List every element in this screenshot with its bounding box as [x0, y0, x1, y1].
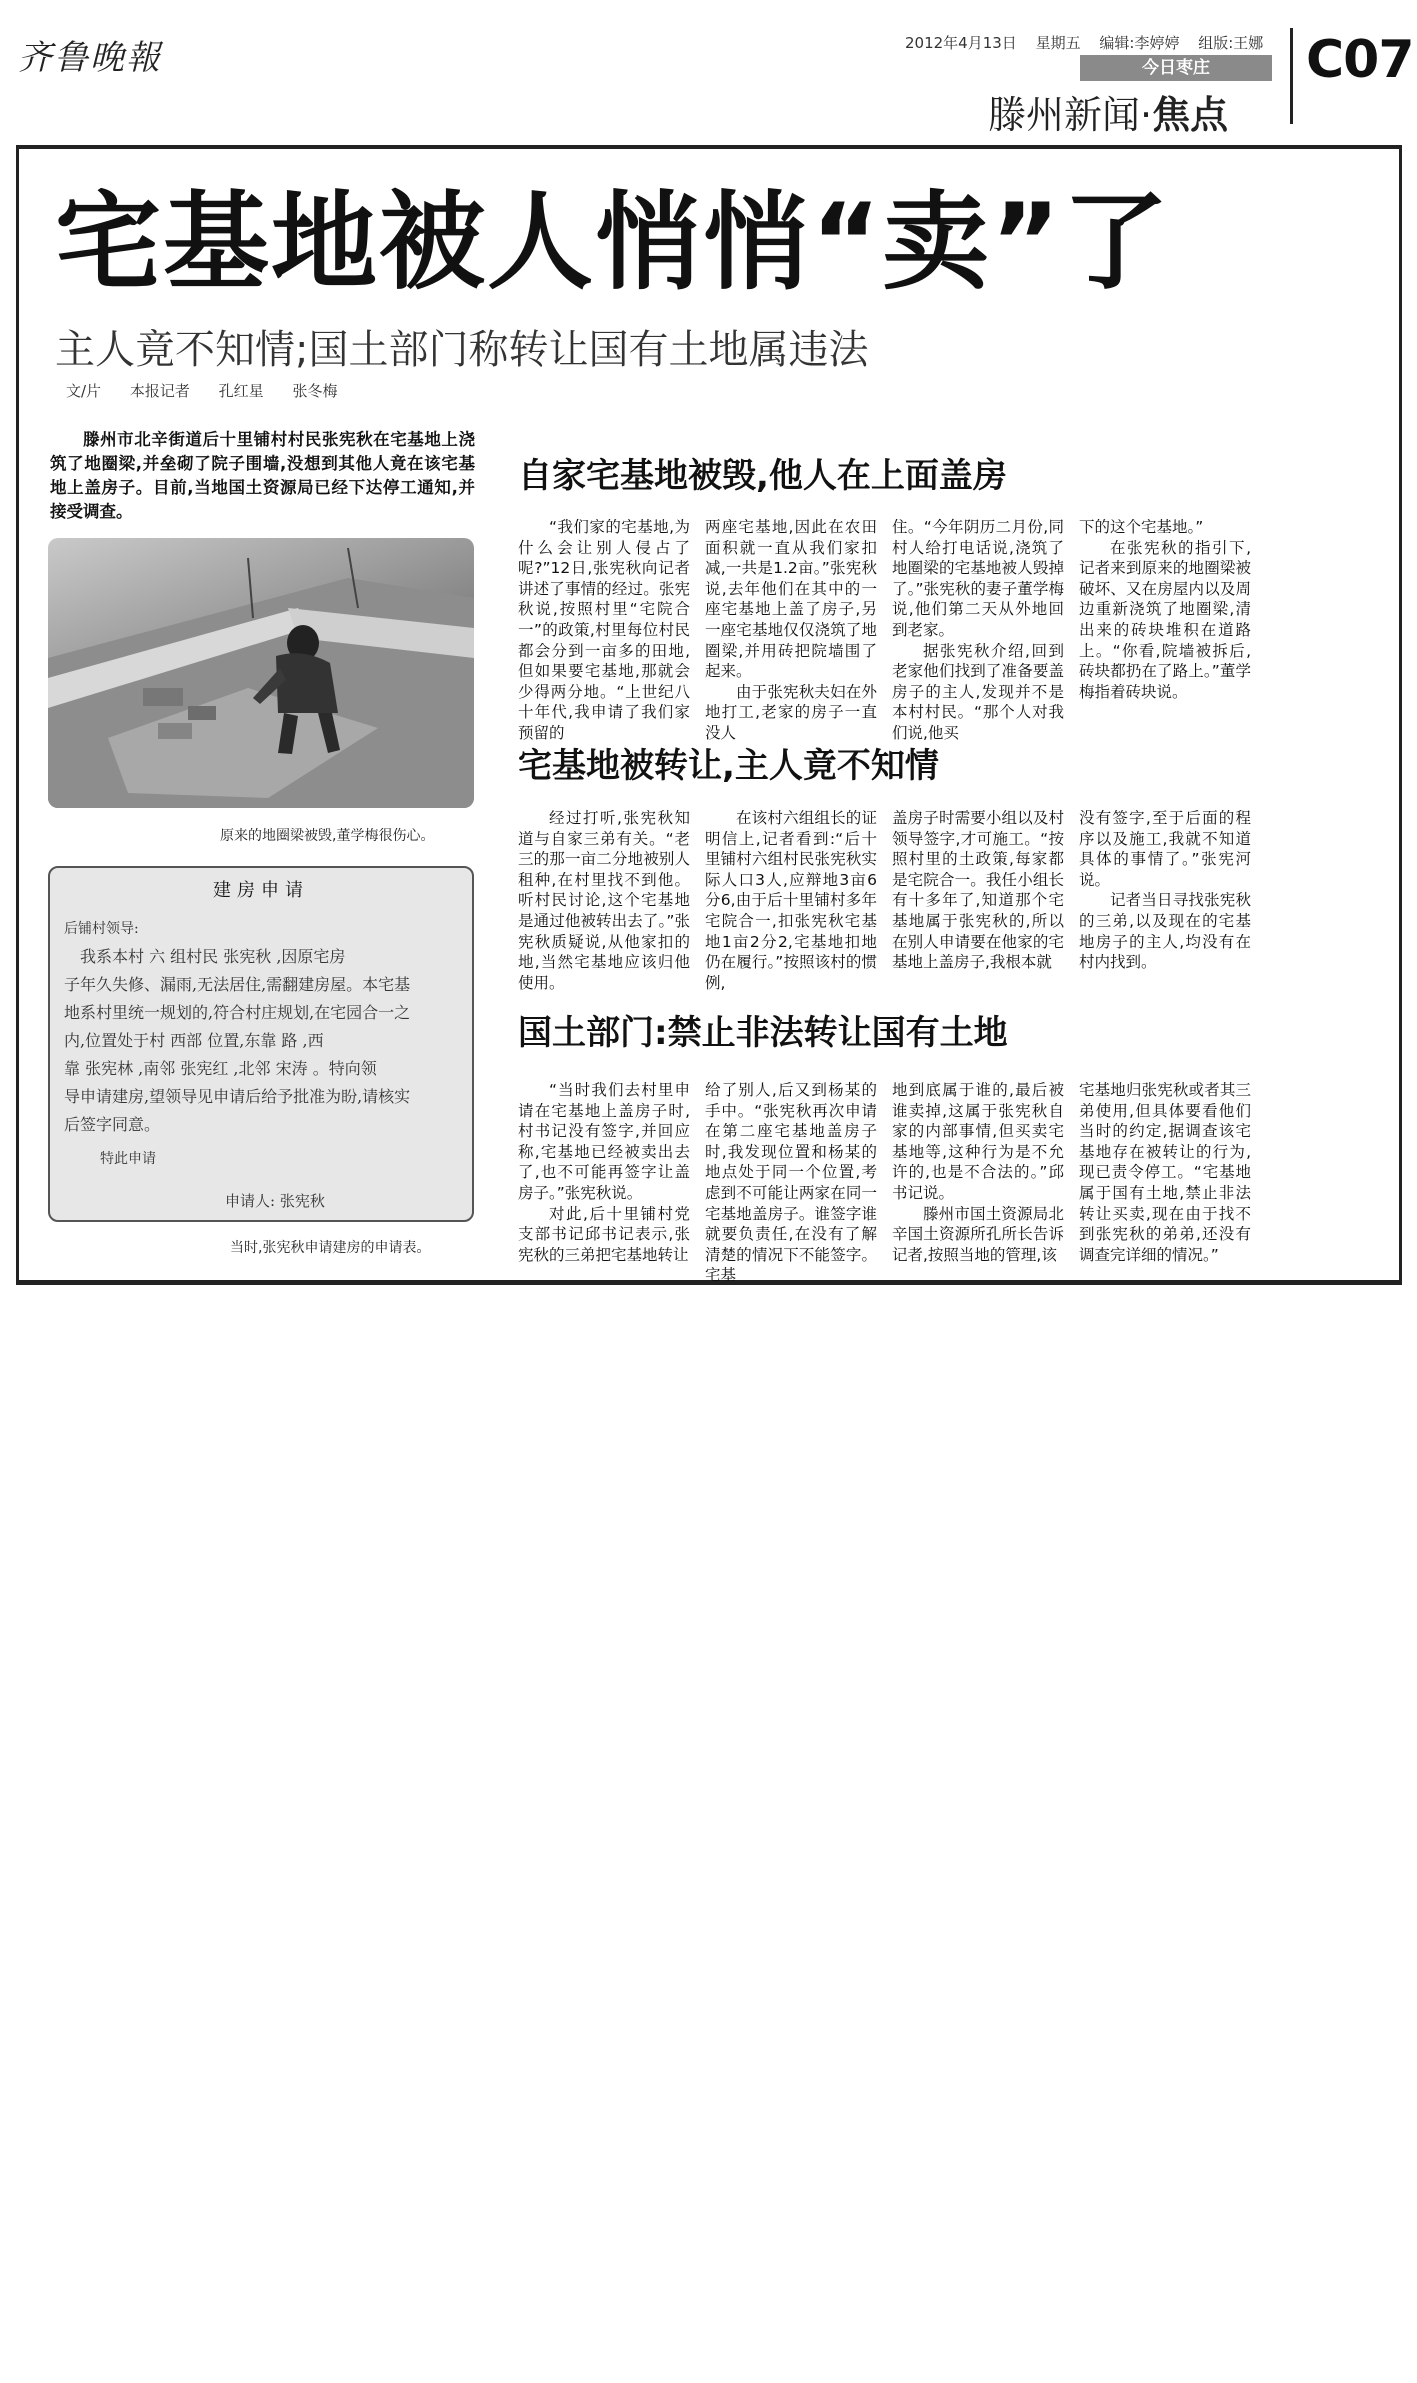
byline-part: 孔红星: [218, 382, 264, 400]
form-signature: 申请人: 张宪秋: [225, 1192, 325, 1210]
section-focus: 焦点: [1152, 93, 1229, 137]
paragraph: 在张宪秋的指引下,记者来到原来的地圈梁被破坏、又在房屋内以及周边重新浇筑了地圈梁,清出来的砖块堆积在道路上。“你看,院墙被拆后,砖块都扔在了路上。”董学梅指着砖块说。: [1079, 538, 1251, 701]
form-line: 特此申请: [100, 1151, 156, 1167]
byline-part: 张冬梅: [292, 382, 338, 400]
byline-part: 本报记者: [129, 382, 190, 400]
paragraph: 下的这个宅基地。”: [1079, 518, 1204, 536]
section-name: 滕州新闻·: [988, 93, 1153, 137]
photo2-caption: 当时,张宪秋申请建房的申请表。: [230, 1240, 431, 1256]
paragraph: 没有签字,至于后面的程序以及施工,我就不知道具体的事情了。”张宪河说。: [1079, 809, 1251, 889]
section2-column-1: [518, 808, 690, 993]
paragraph: 记者当日寻找张宪秋的三弟,以及现在的宅基地房子的主人,均没有在村内找到。: [1079, 891, 1251, 972]
section1-column-2: [705, 517, 877, 744]
paragraph: 盖房子时需要小组以及村领导签字,才可施工。“按照村里的土政策,每家都是宅院合一。我任小组长有十多年了,知道那个宅基地属于张宪秋的,所以在别人申请要在他家的宅基地上盖房子,我根本就: [892, 809, 1064, 972]
construction-site-illustration: [48, 538, 474, 808]
section3-column-2: [705, 1080, 877, 1286]
layout-credit: 组版:王娜: [1198, 34, 1264, 52]
photo1-caption: 原来的地圈梁被毁,董学梅很伤心。: [220, 828, 435, 844]
page-number: C07: [1306, 30, 1414, 90]
paragraph: 两座宅基地,因此在农田面积就一直从我们家扣减,一共是1.2亩。”张宪秋说,去年他们在其中的一座宅基地上盖了房子,另一座宅基地仅仅浇筑了地圈梁,并用砖把院墙围了起来。: [705, 518, 877, 681]
form-line: 靠 张宪林 ,南邻 张宪红 ,北邻 宋涛 。特向领: [64, 1059, 377, 1078]
section-heading-2: 宅基地被转让,主人竟不知情: [518, 746, 939, 786]
paragraph: 给了别人,后又到杨某的手中。“张宪秋再次申请在第二座宅基地盖房子时,我发现位置和杨某的地点处于同一个位置,考虑到不可能让两家在同一宅基地盖房子。谁签字谁就要负责任,在没有了解清楚的情况下不能签字。宅基: [705, 1081, 877, 1285]
header-divider: [1290, 28, 1293, 124]
form-title: 建房申请: [213, 880, 309, 901]
form-line: 导申请建房,望领导见申请后给予批准为盼,请核实: [64, 1087, 411, 1106]
paragraph: 由于张宪秋夫妇在外地打工,老家的房子一直没人: [705, 682, 877, 742]
section-heading-1: 自家宅基地被毁,他人在上面盖房: [518, 456, 1007, 496]
form-line: 子年久失修、漏雨,无法居住,需翻建房屋。本宅基: [64, 975, 411, 994]
article-lede: 滕州市北辛街道后十里铺村村民张宪秋在宅基地上浇筑了地圈梁,并垒砌了院子围墙,没想到其他人竟在该宅基地上盖房子。目前,当地国土资源局已经下达停工通知,并接受调查。: [50, 430, 475, 521]
construction-site-photo: [48, 538, 474, 808]
editor-credit: 编辑:李婷婷: [1099, 34, 1180, 52]
section1-column-4: [1079, 517, 1251, 702]
section1-column-3: [892, 517, 1064, 744]
section1-column-1: [518, 517, 690, 744]
paragraph: 经过打听,张宪秋知道与自家三弟有关。“老三的那一亩二分地被别人租种,在村里找不到他。听村民讨论,这个宅基地是通过他被转出去了。”张宪秋质疑说,从他家扣的地,当然宅基地应该归他使用。: [518, 809, 690, 992]
header-meta: [905, 32, 1277, 53]
section3-column-4: [1079, 1080, 1251, 1265]
section2-column-4: [1079, 808, 1251, 973]
paragraph: 对此,后十里铺村党支部书记邱书记表示,张宪秋的三弟把宅基地转让: [518, 1204, 690, 1264]
newspaper-logo: 齐鲁晚報: [18, 38, 162, 78]
form-line: 后铺村领导:: [64, 921, 139, 937]
section3-column-3: [892, 1080, 1064, 1265]
paragraph: 地到底属于谁的,最后被谁卖掉,这属于张宪秋自家的内部事情,但买卖宅基地等,这种行为是不允许的,也是不合法的。”邱书记说。: [892, 1081, 1064, 1202]
paragraph: 滕州市国土资源局北辛国土资源所孔所长告诉记者,按照当地的管理,该: [892, 1204, 1064, 1264]
section-heading-3: 国土部门:禁止非法转让国有土地: [518, 1013, 1008, 1053]
form-line: 我系本村 六 组村民 张宪秋 ,因原宅房: [80, 947, 346, 966]
section2-column-3: [892, 808, 1064, 973]
form-line: 内,位置处于村 西部 位置,东靠 路 ,西: [64, 1031, 324, 1050]
paragraph: “我们家的宅基地,为什么会让别人侵占了呢?”12日,张宪秋向记者讲述了事情的经过。张宪秋说,按照村里“宅院合一”的政策,村里每位村民都会分到一亩多的田地,但如果要宅基地,那就会少得两分地。“上世纪八十年代,我申请了我们家预留的: [518, 518, 690, 742]
article-headline: 宅基地被人悄悄“卖”了: [55, 181, 1171, 304]
section-title: [988, 84, 1228, 139]
paragraph: “当时我们去村里申请在宅基地上盖房子时,村书记没有签字,并回应称,宅基地已经被卖出去了,也不可能再签字让盖房子。”张宪秋说。: [518, 1081, 690, 1202]
paragraph: 据张宪秋介绍,回到老家他们找到了准备要盖房子的主人,发现并不是本村村民。“那个人对我们说,他买: [892, 641, 1064, 742]
byline-part: 文/片: [66, 382, 102, 400]
section2-column-2: [705, 808, 877, 993]
article-subheadline: 主人竟不知情;国土部门称转让国有土地属违法: [55, 327, 869, 373]
form-line: 后签字同意。: [64, 1115, 161, 1134]
section-tab: 今日枣庄: [1080, 55, 1272, 81]
article-byline: [66, 380, 353, 401]
paragraph: 住。“今年阴历二月份,同村人给打电话说,浇筑了地圈梁的宅基地被人毁掉了。”张宪秋的妻子董学梅说,他们第二天从外地回到老家。: [892, 518, 1064, 639]
form-line: 地系村里统一规划的,符合村庄规划,在宅园合一之: [64, 1003, 411, 1022]
paragraph: 在该村六组组长的证明信上,记者看到:“后十里铺村六组村民张宪秋实际人口3人,应辩地3亩6分6,由于后十里铺村多年宅院合一,扣张宪秋宅基地1亩2分2,宅基地扣地仍在履行。”按照该村的惯例,: [705, 809, 877, 992]
application-form-photo: [48, 866, 474, 1222]
section3-column-1: [518, 1080, 690, 1265]
issue-date: 2012年4月13日: [905, 34, 1017, 52]
issue-weekday: 星期五: [1035, 34, 1081, 52]
paragraph: 宅基地归张宪秋或者其三弟使用,但具体要看他们当时的约定,据调查该宅基地存在被转让的行为,现已责令停工。“宅基地属于国有土地,禁止非法转让买卖,现在由于找不到张宪秋的弟弟,还没有调查完详细的情况。”: [1079, 1081, 1251, 1264]
